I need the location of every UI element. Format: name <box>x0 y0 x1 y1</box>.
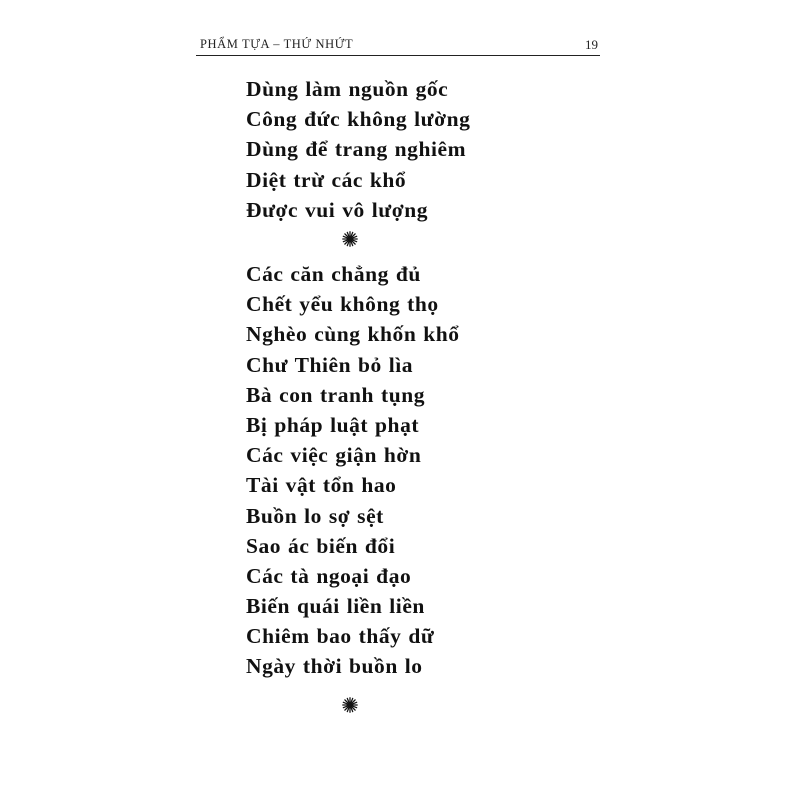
verse-stanza-1 <box>246 74 470 225</box>
verse-line: Các căn chẳng đủ <box>246 262 421 286</box>
verse-stanza-2 <box>246 259 460 682</box>
verse-line: Dùng làm nguồn gốc <box>246 77 449 101</box>
verse-line: Biến quái liền liền <box>246 594 425 619</box>
verse-line: Chư Thiên bỏ lìa <box>246 352 414 377</box>
verse-line: Các việc giận hờn <box>246 443 422 468</box>
sunburst-star-icon <box>341 230 359 248</box>
verse-line: Được vui vô lượng <box>246 197 429 222</box>
running-header <box>196 37 600 56</box>
verse-line: Sao ác biến đổi <box>246 533 396 558</box>
verse-line: Dùng để trang nghiêm <box>246 137 467 162</box>
sunburst-star-icon <box>341 696 359 714</box>
verse-line: Buồn lo sợ sệt <box>246 503 384 528</box>
verse-line: Tài vật tổn hao <box>246 473 397 498</box>
verse-line: Công đức không lường <box>246 107 471 132</box>
verse-line: Bị pháp luật phạt <box>246 412 420 437</box>
chapter-title: PHẨM TỰA – THỨ NHỨT <box>200 37 354 51</box>
verse-line: Chết yểu không thọ <box>246 292 439 317</box>
verse-line: Chiêm bao thấy dữ <box>246 624 435 649</box>
verse-line: Các tà ngoại đạo <box>246 563 412 588</box>
page-number: 19 <box>585 37 598 52</box>
verse-line: Nghèo cùng khốn khổ <box>246 322 460 347</box>
verse-line: Ngày thời buồn lo <box>246 654 423 679</box>
verse-line: Bà con tranh tụng <box>246 382 426 407</box>
verse-line: Diệt trừ các khổ <box>246 167 407 192</box>
